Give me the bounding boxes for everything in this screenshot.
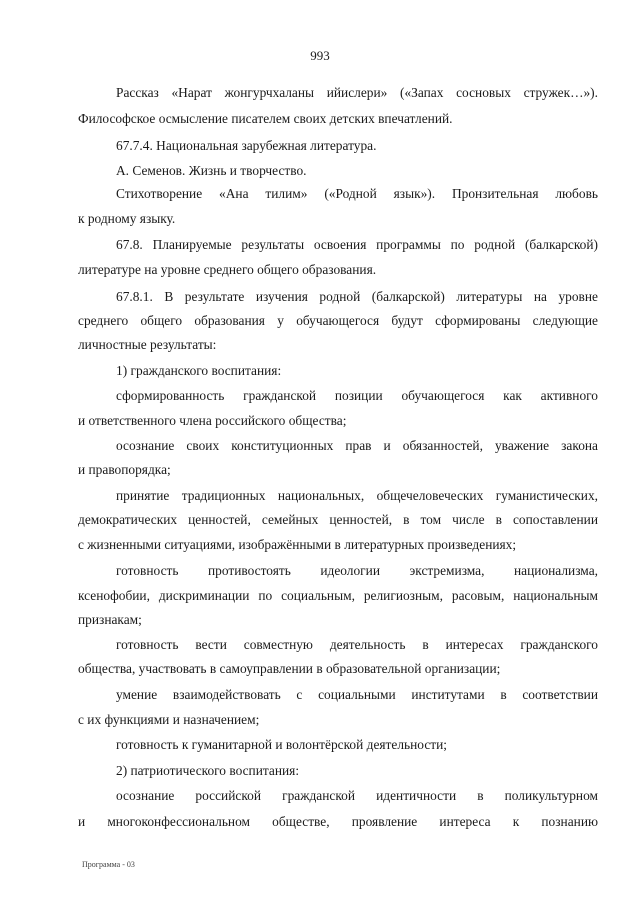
text-line: 67.8.1. В результате изучения родной (балкарской) литературы на уровне (116, 289, 598, 304)
text-line: Философское осмысление писателем своих детских впечатлений. (78, 111, 453, 126)
text-line: Рассказ «Нарат жонгурчхаланы ийислери» («Запах сосновых стружек…»). (116, 85, 598, 100)
text-line: личностные результаты: (78, 337, 217, 352)
text-line: общества, участвовать в самоуправлении в образовательной организации; (78, 661, 501, 676)
text-line: А. Семенов. Жизнь и творчество. (116, 163, 307, 178)
text-line: умение взаимодействовать с социальными институтами в соответствии (116, 687, 598, 702)
text-line: 1) гражданского воспитания: (116, 363, 282, 378)
text-line: готовность вести совместную деятельность в интересах гражданского (116, 637, 598, 652)
text-line: готовность противостоять идеологии экстремизма, национализма, (116, 563, 598, 578)
text-line: демократических ценностей, семейных ценностей, в том числе в сопоставлении (78, 512, 598, 527)
text-line: признакам; (78, 612, 142, 627)
text-line: и многоконфессиональном обществе, проявление интереса к познанию (78, 814, 598, 829)
text-line: и правопорядка; (78, 462, 171, 477)
text-line: 2) патриотического воспитания: (116, 763, 300, 778)
text-line: осознание своих конституционных прав и обязанностей, уважение закона (116, 438, 598, 453)
text-line: с их функциями и назначением; (78, 712, 260, 727)
text-line: с жизненными ситуациями, изображёнными в литературных произведениях; (78, 537, 517, 552)
text-line: готовность к гуманитарной и волонтёрской деятельности; (116, 737, 448, 752)
text-line: среднего общего образования у обучающегося будут сформированы следующие (78, 313, 598, 328)
text-line: к родному языку. (78, 211, 176, 226)
text-line: 67.8. Планируемые результаты освоения программы по родной (балкарской) (116, 237, 598, 252)
footer-program-label: Программа - 03 (82, 860, 135, 869)
text-line: ксенофобии, дискриминации по социальным, религиозным, расовым, национальным (78, 588, 598, 603)
text-line: осознание российской гражданской идентичности в поликультурном (116, 788, 598, 803)
text-line: литературе на уровне среднего общего образования. (78, 262, 377, 277)
text-line: Стихотворение «Ана тилим» («Родной язык»). Пронзительная любовь (116, 186, 598, 201)
text-line: принятие традиционных национальных, общечеловеческих гуманистических, (116, 488, 598, 503)
text-line: 67.7.4. Национальная зарубежная литература. (116, 138, 377, 153)
text-line: и ответственного члена российского общества; (78, 413, 347, 428)
page-number: 993 (310, 48, 330, 63)
text-line: сформированность гражданской позиции обучающегося как активного (116, 388, 598, 403)
